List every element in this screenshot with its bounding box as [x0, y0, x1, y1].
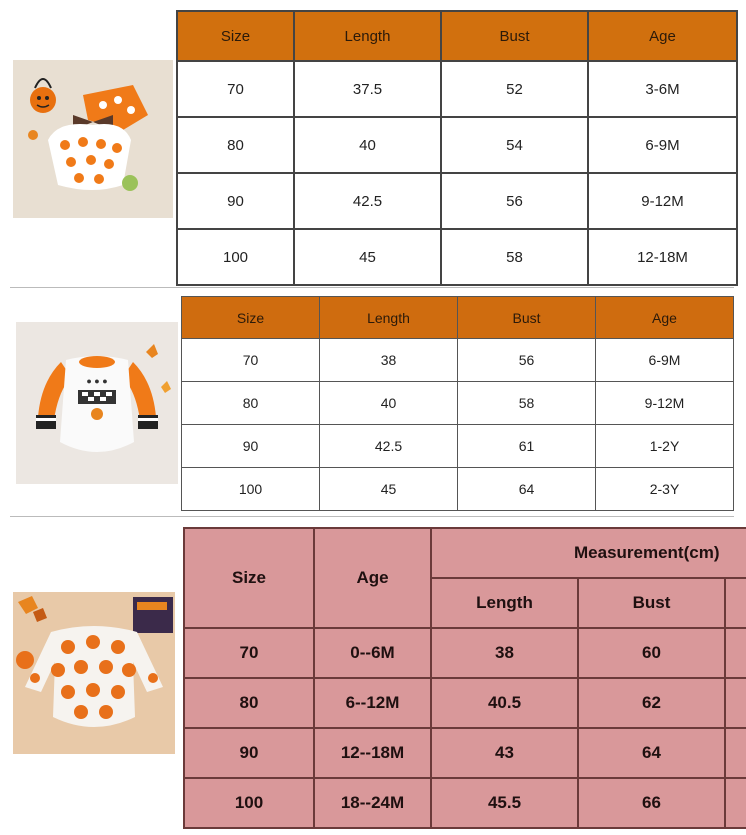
table-row [177, 173, 737, 229]
svg-text:● ● ●: ● ● ● [86, 376, 108, 386]
table-row [184, 628, 746, 678]
product-image-graphic-romper [16, 322, 178, 484]
cell-age: 6-9M [596, 339, 734, 382]
cell-size: 100 [184, 778, 314, 828]
header-age: Age [314, 528, 431, 628]
cell-length: 45 [294, 229, 441, 285]
cell-size: 80 [184, 678, 314, 728]
cell-bust: 61 [458, 425, 596, 468]
cell-size: 90 [184, 728, 314, 778]
table-row [184, 778, 746, 828]
cell-length: 43 [431, 728, 578, 778]
header-age: Age [596, 297, 734, 339]
cell-size: 100 [182, 468, 320, 511]
table-header-row [177, 11, 737, 61]
header-measurement-label: Measurement(cm) [574, 543, 720, 562]
cell-length: 45 [320, 468, 458, 511]
cell-age: 18--24M [314, 778, 431, 828]
header-measurement [431, 528, 746, 578]
header-bust: Bust [458, 297, 596, 339]
table-row [177, 229, 737, 285]
header-size: Size [182, 297, 320, 339]
cell-empty [725, 778, 746, 828]
size-table-1 [176, 10, 738, 286]
cell-length: 38 [320, 339, 458, 382]
cell-bust: 56 [441, 173, 588, 229]
cell-bust: 64 [578, 728, 725, 778]
cell-empty [725, 628, 746, 678]
table-row [182, 468, 734, 511]
cell-age: 6--12M [314, 678, 431, 728]
size-table-3 [183, 527, 746, 829]
cell-age: 0--6M [314, 628, 431, 678]
cell-bust: 60 [578, 628, 725, 678]
table-row [177, 61, 737, 117]
cell-size: 80 [182, 382, 320, 425]
header-length: Length [294, 11, 441, 61]
cell-size: 70 [182, 339, 320, 382]
cell-bust: 58 [441, 229, 588, 285]
header-length: Length [320, 297, 458, 339]
cell-size: 100 [177, 229, 294, 285]
cell-size: 70 [177, 61, 294, 117]
cell-bust: 62 [578, 678, 725, 728]
cell-bust: 54 [441, 117, 588, 173]
cell-age: 6-9M [588, 117, 737, 173]
cell-length: 42.5 [320, 425, 458, 468]
header-size: Size [177, 11, 294, 61]
section-divider [10, 516, 734, 517]
cell-length: 45.5 [431, 778, 578, 828]
cell-bust: 58 [458, 382, 596, 425]
cell-age: 2-3Y [596, 468, 734, 511]
cell-empty [725, 678, 746, 728]
cell-bust: 66 [578, 778, 725, 828]
cell-empty [725, 728, 746, 778]
header-bust: Bust [441, 11, 588, 61]
cell-size: 90 [177, 173, 294, 229]
table-row [184, 728, 746, 778]
cell-age: 12-18M [588, 229, 737, 285]
table-row [177, 117, 737, 173]
header-size: Size [184, 528, 314, 628]
product-image-jack-o-lantern-romper [13, 592, 175, 754]
cell-length: 40.5 [431, 678, 578, 728]
table-row [182, 339, 734, 382]
cell-age: 12--18M [314, 728, 431, 778]
table-header-row [182, 297, 734, 339]
cell-age: 9-12M [596, 382, 734, 425]
header-age: Age [588, 11, 737, 61]
header-length: Length [431, 578, 578, 628]
cell-size: 80 [177, 117, 294, 173]
header-empty [725, 578, 746, 628]
size-table-2 [181, 296, 734, 511]
cell-length: 40 [294, 117, 441, 173]
cell-age: 9-12M [588, 173, 737, 229]
table-header-row [184, 528, 746, 578]
cell-length: 42.5 [294, 173, 441, 229]
cell-age: 3-6M [588, 61, 737, 117]
header-bust: Bust [578, 578, 725, 628]
table-row [182, 425, 734, 468]
cell-bust: 56 [458, 339, 596, 382]
cell-age: 1-2Y [596, 425, 734, 468]
cell-size: 90 [182, 425, 320, 468]
table-row [184, 678, 746, 728]
section-divider [10, 287, 734, 288]
cell-size: 70 [184, 628, 314, 678]
table-row [182, 382, 734, 425]
cell-length: 38 [431, 628, 578, 678]
cell-bust: 52 [441, 61, 588, 117]
cell-bust: 64 [458, 468, 596, 511]
product-image-pumpkin-romper [13, 60, 173, 218]
cell-length: 37.5 [294, 61, 441, 117]
cell-length: 40 [320, 382, 458, 425]
